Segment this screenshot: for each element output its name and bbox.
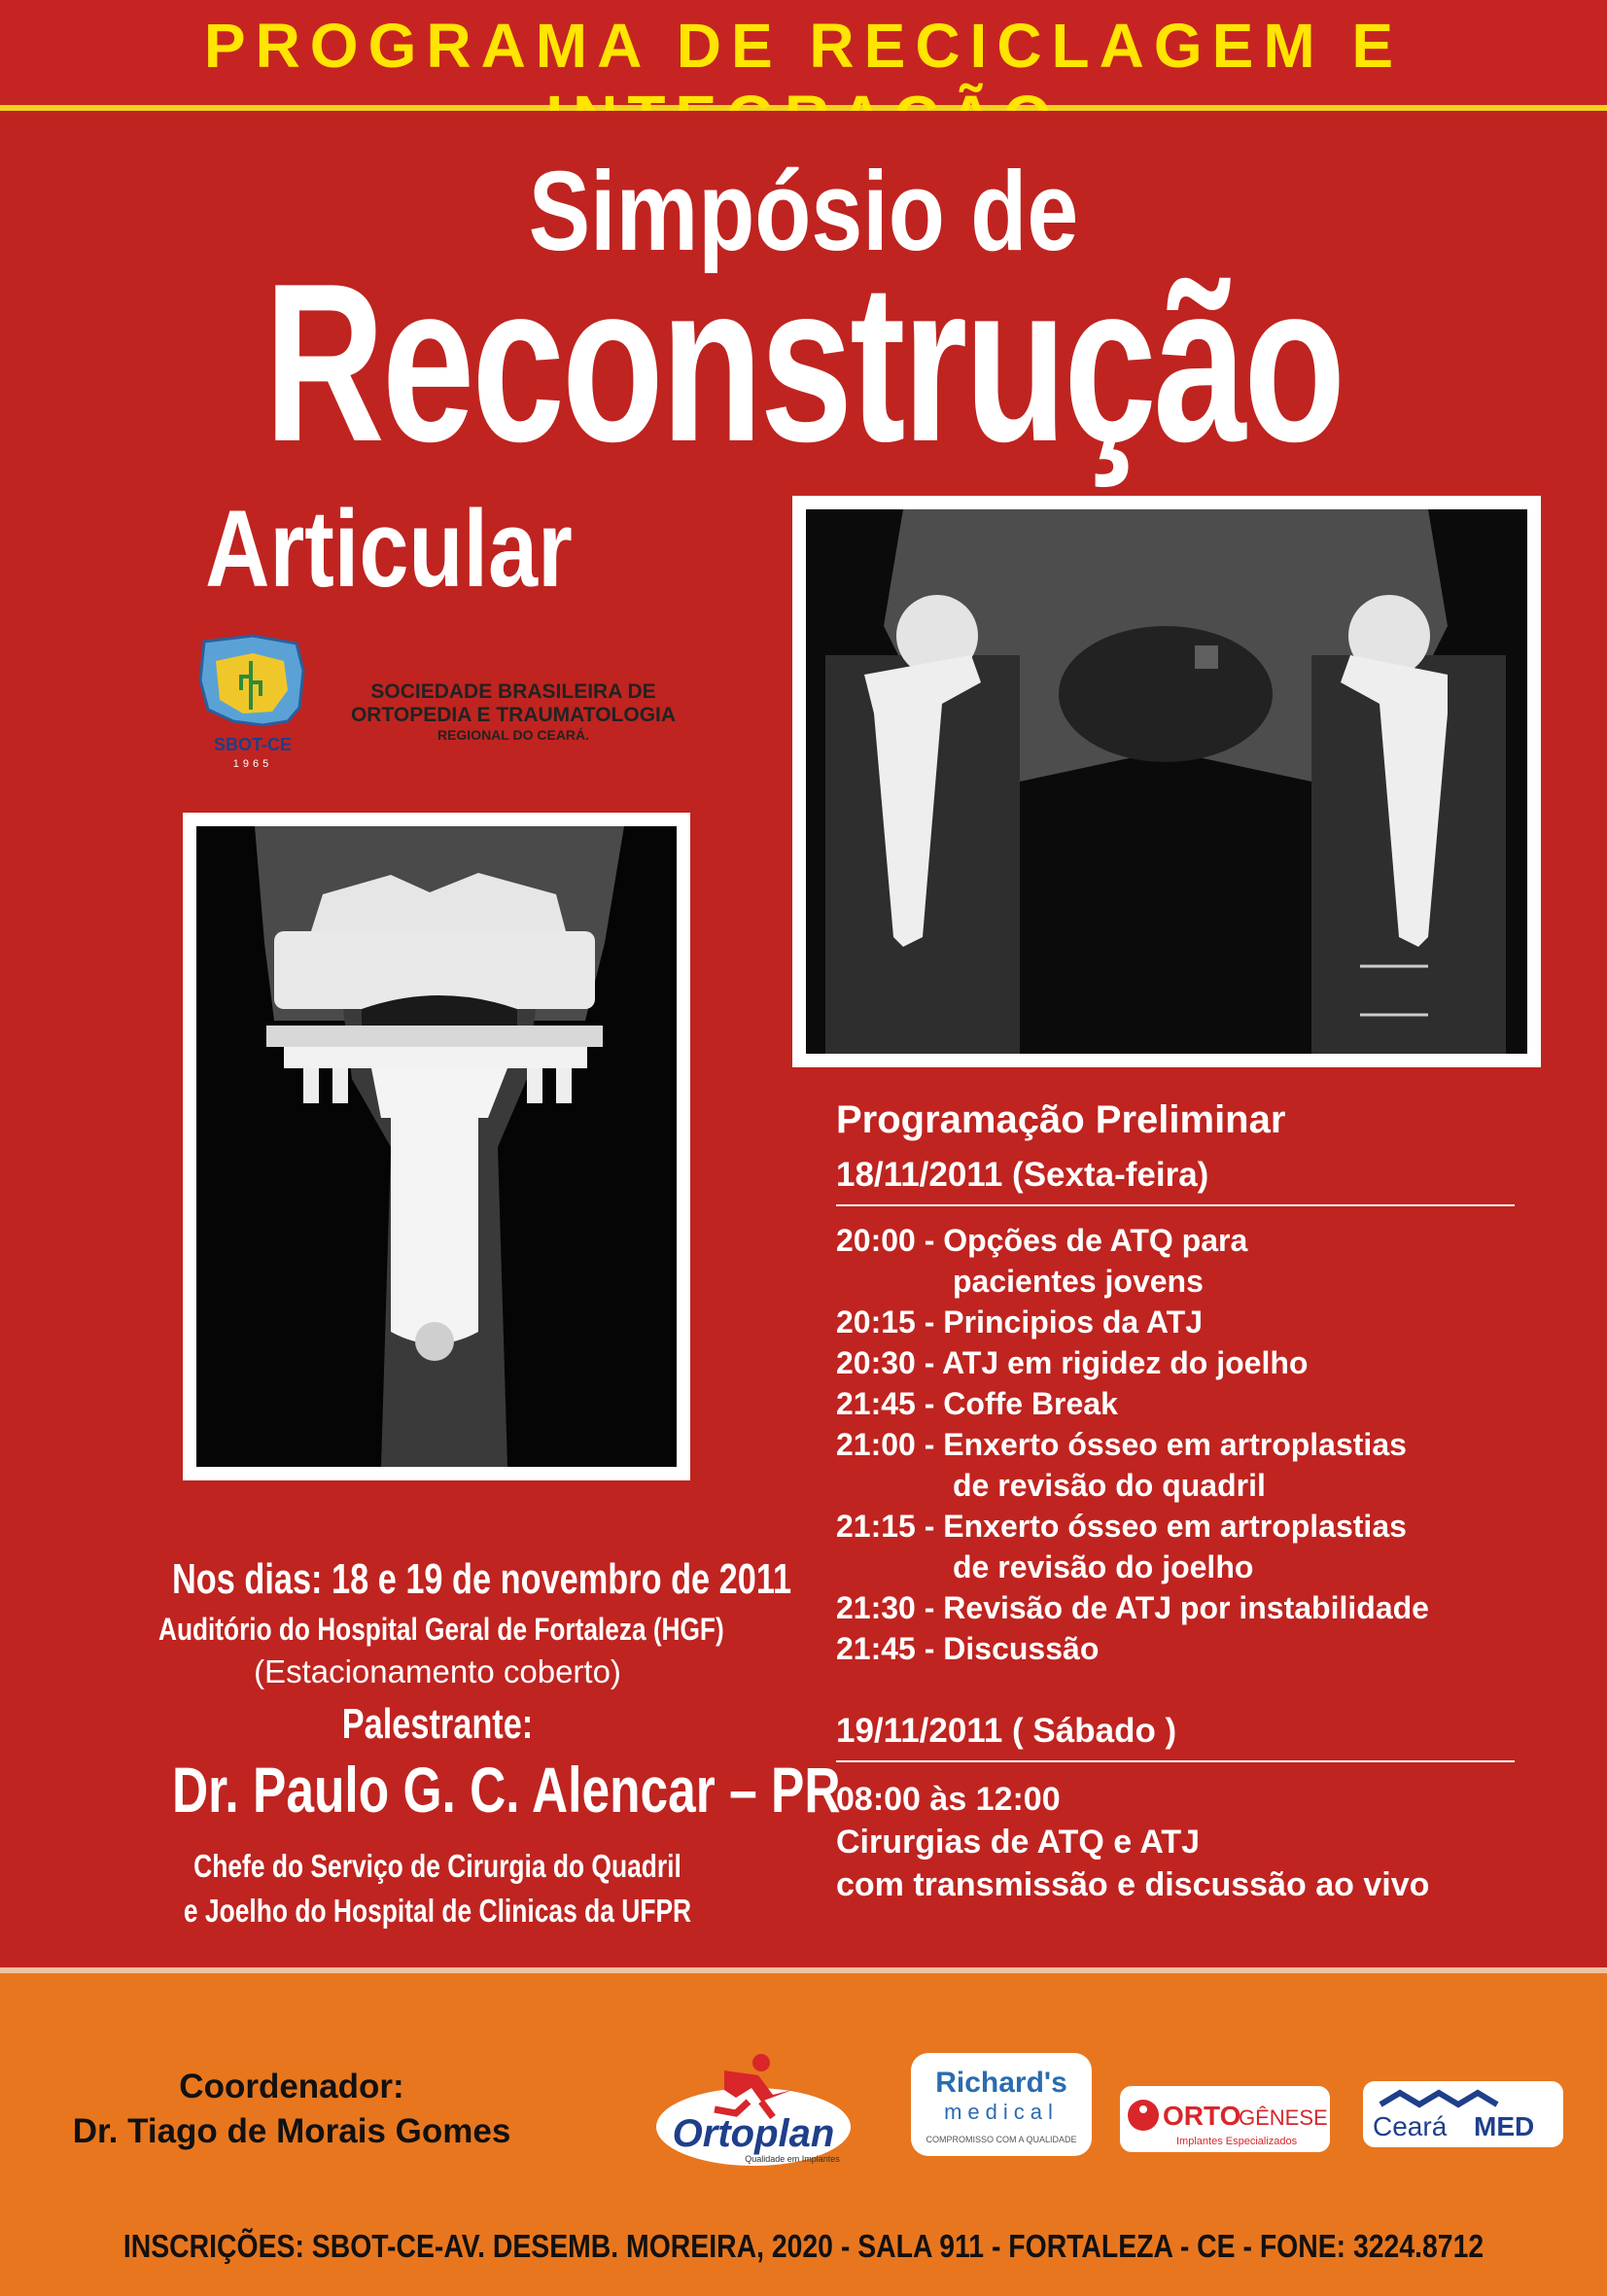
schedule-item-cont: pacientes jovens xyxy=(953,1264,1204,1299)
sponsor-ortogenese-logo xyxy=(1118,2080,1332,2158)
day2-heading: 19/11/2011 ( Sábado ) xyxy=(836,1712,1515,1762)
hip-xray-image xyxy=(792,496,1541,1067)
speaker-name: Dr. Paulo G. C. Alencar – PR xyxy=(172,1754,841,1826)
ortogenese-name-a: ORTO xyxy=(1163,2101,1241,2131)
schedule-item-text: 20:00 - Opções de ATQ para xyxy=(836,1223,1248,1258)
schedule-item xyxy=(836,1302,1517,1342)
sponsor-ortoplan-logo xyxy=(646,2041,860,2177)
schedule-item-text: 21:45 - Discussão xyxy=(836,1631,1100,1666)
ortogenese-name-b: GÊNESE xyxy=(1239,2105,1328,2130)
knee-xray-image xyxy=(183,813,690,1480)
schedule-item-text: 21:30 - Revisão de ATJ por instabilidade xyxy=(836,1590,1429,1625)
schedule-item xyxy=(836,1220,1517,1302)
schedule-item xyxy=(836,1506,1517,1587)
coordinator-name: Dr. Tiago de Morais Gomes xyxy=(72,2112,511,2150)
event-parking: (Estacionamento coberto) xyxy=(254,1653,621,1689)
society-name xyxy=(309,680,717,743)
schedule-item-text: 20:15 - Principios da ATJ xyxy=(836,1305,1203,1339)
program-title: PROGRAMA DE RECICLAGEM E xyxy=(203,11,1404,81)
schedule-item xyxy=(836,1587,1517,1628)
logo-abbr: SBOT-CE xyxy=(213,735,293,754)
day1-heading: 18/11/2011 (Sexta-feira) xyxy=(836,1156,1515,1206)
footer-divider xyxy=(0,1967,1607,1973)
speaker-label: Palestrante: xyxy=(341,1700,534,1748)
hero-title-line3: Articular xyxy=(205,488,573,609)
richards-name: Richard's xyxy=(935,2067,1067,2099)
event-dates: Nos dias: 18 e 19 de novembro de 2011 xyxy=(172,1555,792,1603)
logo-year: 1965 xyxy=(232,758,273,770)
schedule-item xyxy=(836,1342,1517,1383)
richards-sub: medical xyxy=(944,2100,1059,2124)
speaker-role-line2: e Joelho do Hospital de Clinicas da UFPR xyxy=(183,1893,692,1929)
event-venue: Auditório do Hospital Geral de Fortaleza (HGF) xyxy=(158,1612,724,1647)
day2-time: 08:00 às 12:00 xyxy=(836,1781,1061,1818)
coordinator xyxy=(58,2065,525,2154)
sponsor-richards-logo xyxy=(909,2051,1094,2158)
hero-title-line1: Simpósio de xyxy=(528,148,1079,274)
schedule-item xyxy=(836,1424,1517,1506)
schedule-item-text: 21:45 - Coffe Break xyxy=(836,1386,1118,1421)
sbot-ce-logo xyxy=(194,632,311,773)
schedule-item-text: 20:30 - ATJ em rigidez do joelho xyxy=(836,1345,1309,1380)
schedule-item-cont: de revisão do joelho xyxy=(953,1549,1254,1584)
schedule-item-text: 21:15 - Enxerto ósseo em artroplastias xyxy=(836,1509,1407,1544)
coordinator-label: Coordenador: xyxy=(179,2068,404,2105)
ortoplan-tagline: Qualidade em Implantes xyxy=(745,2154,840,2164)
sponsor-cearamed-logo xyxy=(1361,2075,1565,2153)
cearamed-name-b: MED xyxy=(1474,2111,1535,2141)
hero-title-line2: Reconstrução xyxy=(263,237,1344,489)
schedule xyxy=(836,1098,1517,1906)
ortogenese-tagline: Implantes Especializados xyxy=(1176,2136,1298,2147)
society-name-line1: SOCIEDADE BRASILEIRA DE xyxy=(370,680,656,703)
society-name-line2: ORTOPEDIA E TRAUMATOLOGIA xyxy=(350,704,677,726)
event-info xyxy=(97,1555,841,1930)
registration-info: INSCRIÇÕES: SBOT-CE-AV. DESEMB. MOREIRA, 2020 - SALA 911 - FORTALEZA - CE - FONE: 3224.8712 xyxy=(122,2228,1485,2264)
cearamed-name-a: Ceará xyxy=(1373,2111,1448,2141)
schedule-item-text: 21:00 - Enxerto ósseo em artroplastias xyxy=(836,1427,1407,1462)
speaker-role-line1: Chefe do Serviço de Cirurgia do Quadril xyxy=(193,1848,681,1884)
day1-list xyxy=(836,1220,1517,1669)
society-name-line3: REGIONAL DO CEARÁ. xyxy=(437,727,590,743)
day2-body xyxy=(836,1778,1517,1906)
schedule-item xyxy=(836,1628,1517,1669)
schedule-item xyxy=(836,1383,1517,1424)
day2-desc-line2: com transmissão e discussão ao vivo xyxy=(836,1866,1430,1903)
day2-desc-line1: Cirurgias de ATQ e ATJ xyxy=(836,1824,1201,1861)
schedule-item-cont: de revisão do quadril xyxy=(953,1468,1266,1503)
schedule-title: Programação Preliminar xyxy=(836,1098,1286,1141)
richards-tagline: COMPROMISSO COM A QUALIDADE xyxy=(926,2135,1077,2144)
ortoplan-name: Ortoplan xyxy=(672,2112,835,2155)
